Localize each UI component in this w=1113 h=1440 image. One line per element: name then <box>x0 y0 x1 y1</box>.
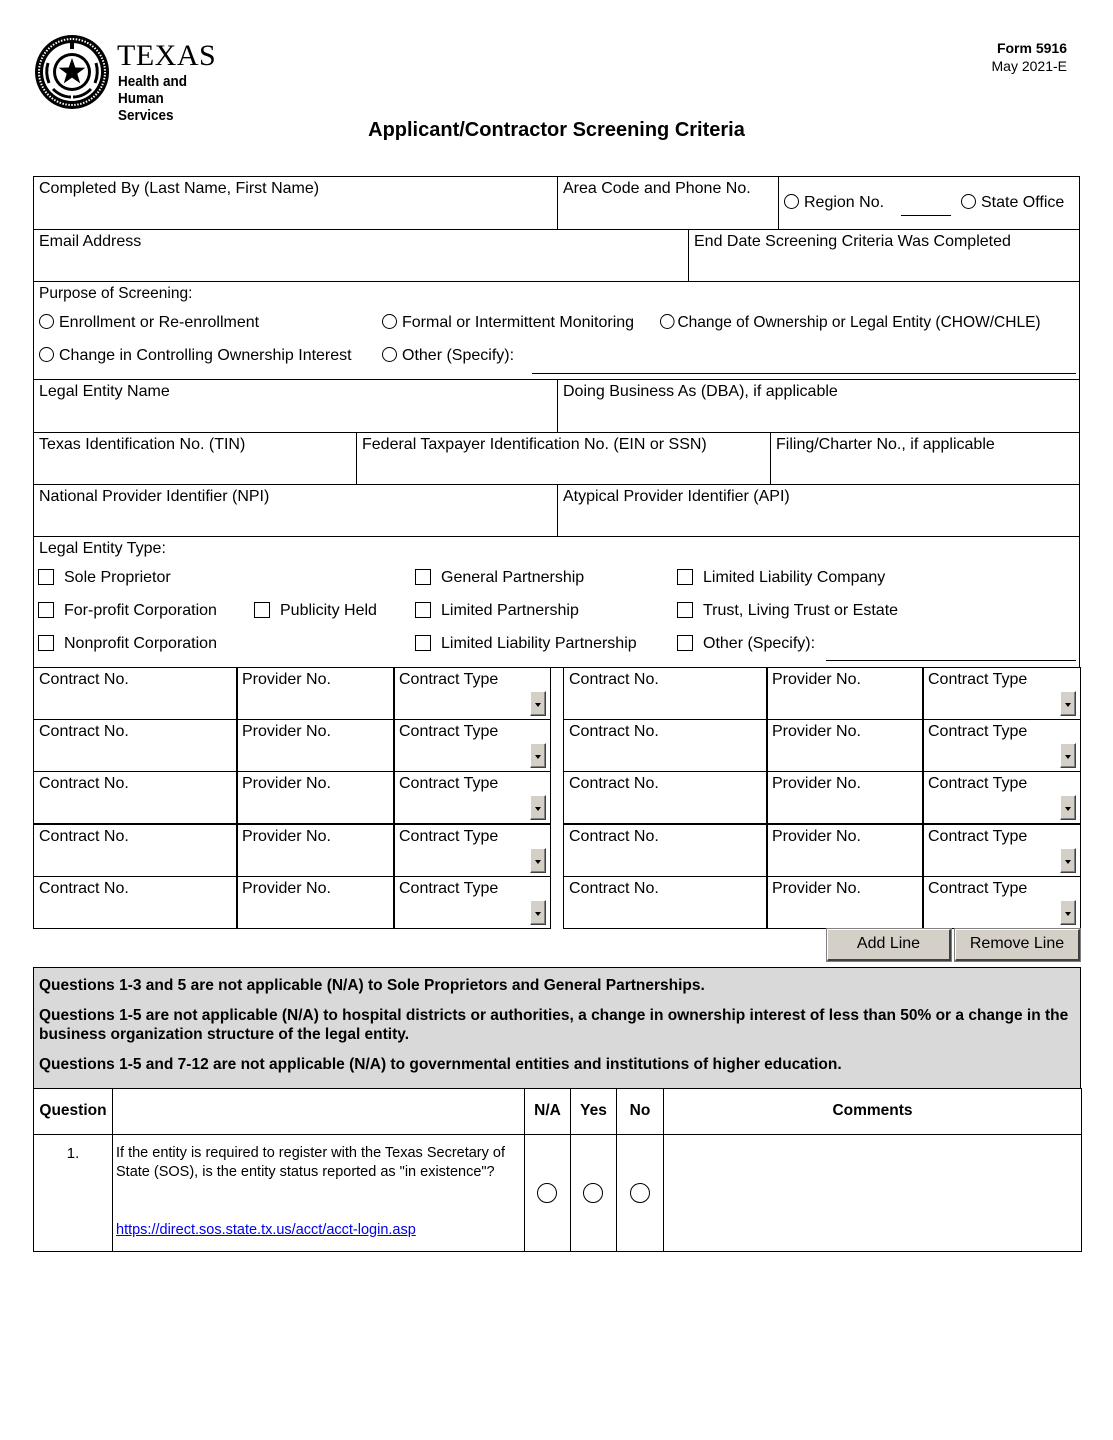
checkbox-icon[interactable] <box>254 602 270 618</box>
radio-icon[interactable] <box>39 347 54 362</box>
texas-seal-icon <box>33 33 111 111</box>
contract-type-dropdown-arrow-icon[interactable] <box>1060 743 1076 768</box>
purpose-section <box>33 281 1080 380</box>
contract-type-field[interactable] <box>393 667 551 720</box>
checkbox-icon[interactable] <box>415 602 431 618</box>
contract-no-field[interactable] <box>33 824 238 877</box>
notice-2: Questions 1-5 are not applicable (N/A) to hospital districts or authorities, a change in ownership interest of less than 50% or a change in the business organization structure of the legal entity. <box>39 1007 1069 1043</box>
form-identifier <box>992 39 1067 75</box>
region-radio[interactable] <box>784 194 799 209</box>
contract-type-dropdown-arrow-icon[interactable] <box>530 795 546 820</box>
completed-by-field[interactable] <box>33 176 558 230</box>
option-label: Publicity Held <box>280 602 377 619</box>
contract-type-dropdown-arrow-icon[interactable] <box>530 848 546 873</box>
contract-no-field[interactable] <box>33 719 238 772</box>
provider-no-label: Provider No. <box>242 775 331 792</box>
contract-no-label: Contract No. <box>569 775 659 792</box>
contract-no-field[interactable] <box>563 771 768 824</box>
option-label: Sole Proprietor <box>64 569 171 586</box>
header-label: Yes <box>580 1102 607 1119</box>
contract-type-label: Contract Type <box>399 775 499 792</box>
entity-type-other-input[interactable] <box>826 660 1076 661</box>
option-label: Trust, Living Trust or Estate <box>703 602 899 619</box>
provider-no-field[interactable] <box>236 667 395 720</box>
na-cell <box>524 1134 571 1252</box>
header-label: Question <box>39 1102 107 1119</box>
contract-type-field[interactable] <box>922 876 1081 929</box>
ein-field[interactable] <box>356 432 771 485</box>
option-label: Change in Controlling Ownership Interest <box>59 347 352 364</box>
logo-line-3: Services <box>118 107 174 124</box>
contract-no-label: Contract No. <box>39 723 129 740</box>
provider-no-field[interactable] <box>236 824 395 877</box>
option-label: Change of Ownership or Legal Entity (CHOW/CHLE) <box>677 314 1041 331</box>
q1-yes-radio[interactable] <box>583 1183 603 1203</box>
checkbox-icon[interactable] <box>38 602 54 618</box>
state-office-label: State Office <box>981 194 1065 211</box>
office-selector <box>778 176 1080 230</box>
contract-type-dropdown-arrow-icon[interactable] <box>1060 691 1076 716</box>
contract-no-field[interactable] <box>563 876 768 929</box>
entity-type-trust[interactable] <box>677 602 898 620</box>
contract-type-label: Contract Type <box>399 880 499 897</box>
entity-type-llc[interactable] <box>677 569 885 587</box>
entity-type-nonprofit[interactable] <box>38 635 217 653</box>
tin-field[interactable] <box>33 432 357 485</box>
legal-entity-name-field[interactable] <box>33 379 558 433</box>
option-label: Nonprofit Corporation <box>64 635 217 652</box>
contract-type-field[interactable] <box>922 719 1081 772</box>
contract-no-field[interactable] <box>33 876 238 929</box>
contract-no-field[interactable] <box>33 771 238 824</box>
no-column-header <box>616 1088 664 1135</box>
option-label: Limited Partnership <box>441 602 579 619</box>
contract-type-label: Contract Type <box>399 828 499 845</box>
purpose-option-monitoring[interactable] <box>382 314 634 332</box>
state-office-option[interactable] <box>961 194 1064 212</box>
region-label: Region No. <box>804 194 885 211</box>
yes-cell <box>570 1134 617 1252</box>
checkbox-icon[interactable] <box>677 602 693 618</box>
logo-line-2: Health and Human <box>118 73 188 107</box>
option-label: Enrollment or Re-enrollment <box>59 314 260 331</box>
contract-type-field[interactable] <box>393 719 551 772</box>
end-date-field[interactable] <box>688 229 1080 282</box>
form-number: Form 5916 <box>996 40 1067 56</box>
remove-line-button[interactable]: Remove Line <box>955 929 1080 961</box>
option-label: Other (Specify): <box>402 347 515 364</box>
dba-field[interactable] <box>557 379 1080 433</box>
radio-icon[interactable] <box>382 347 397 362</box>
provider-no-field[interactable] <box>766 876 924 929</box>
dba-label: Doing Business As (DBA), if applicable <box>563 383 838 400</box>
provider-no-field[interactable] <box>766 824 924 877</box>
radio-icon[interactable] <box>660 314 675 329</box>
na-column-header <box>524 1088 571 1135</box>
contract-no-field[interactable] <box>563 719 768 772</box>
provider-no-label: Provider No. <box>772 828 861 845</box>
entity-type-llp[interactable] <box>415 635 637 653</box>
contract-type-dropdown-arrow-icon[interactable] <box>530 900 546 925</box>
question-text-column-header <box>112 1088 525 1135</box>
state-office-radio[interactable] <box>961 194 976 209</box>
applicability-notice <box>33 967 1081 1089</box>
provider-no-label: Provider No. <box>772 723 861 740</box>
purpose-other-input[interactable] <box>532 373 1076 374</box>
completed-by-label: Completed By (Last Name, First Name) <box>39 180 320 197</box>
checkbox-icon[interactable] <box>415 569 431 585</box>
provider-no-label: Provider No. <box>242 828 331 845</box>
contract-type-label: Contract Type <box>928 880 1028 897</box>
legal-entity-name-label: Legal Entity Name <box>39 383 170 400</box>
question-text-cell <box>112 1134 525 1252</box>
contract-no-label: Contract No. <box>39 828 129 845</box>
entity-type-general-partnership[interactable] <box>415 569 584 587</box>
checkbox-icon[interactable] <box>677 635 693 651</box>
contract-no-label: Contract No. <box>39 671 129 688</box>
entity-type-publicly-held[interactable] <box>254 602 377 620</box>
contract-type-label: Contract Type <box>928 671 1028 688</box>
notice-3: Questions 1-5 and 7-12 are not applicable (N/A) to governmental entities and institutions of higher education. <box>39 1056 842 1073</box>
contract-type-dropdown-arrow-icon[interactable] <box>1060 848 1076 873</box>
contract-type-dropdown-arrow-icon[interactable] <box>1060 795 1076 820</box>
region-number-input[interactable] <box>901 215 951 216</box>
question-text: If the entity is required to register with the Texas Secretary of State (SOS), is the entity status reported as "in existence"? <box>116 1145 506 1180</box>
q1-na-radio[interactable] <box>537 1183 557 1203</box>
contract-no-label: Contract No. <box>39 880 129 897</box>
end-date-label: End Date Screening Criteria Was Completed <box>694 233 1011 250</box>
ein-label: Federal Taxpayer Identification No. (EIN or SSN) <box>362 436 707 453</box>
header-label: No <box>629 1102 651 1119</box>
provider-no-field[interactable] <box>766 771 924 824</box>
legal-entity-type-label: Legal Entity Type: <box>39 540 166 557</box>
entity-type-sole-proprietor[interactable] <box>38 569 171 587</box>
contract-type-label: Contract Type <box>399 671 499 688</box>
purpose-option-chow[interactable] <box>660 314 1041 332</box>
email-label: Email Address <box>39 233 142 250</box>
q1-no-radio[interactable] <box>630 1183 650 1203</box>
contract-type-field[interactable] <box>922 771 1081 824</box>
checkbox-icon[interactable] <box>415 635 431 651</box>
add-line-button[interactable]: Add Line <box>827 929 951 961</box>
contract-type-field[interactable] <box>393 876 551 929</box>
contract-no-field[interactable] <box>33 667 238 720</box>
contract-type-field[interactable] <box>393 824 551 877</box>
q1-comments-field[interactable] <box>663 1134 1082 1252</box>
page-title: Applicant/Contractor Screening Criteria <box>368 119 745 141</box>
option-label: Formal or Intermittent Monitoring <box>402 314 635 331</box>
contract-type-dropdown-arrow-icon[interactable] <box>530 691 546 716</box>
no-cell <box>616 1134 664 1252</box>
contract-type-field[interactable] <box>922 667 1081 720</box>
yes-column-header <box>570 1088 617 1135</box>
contract-no-field[interactable] <box>563 824 768 877</box>
option-label: Other (Specify): <box>703 635 816 652</box>
purpose-option-enrollment[interactable] <box>39 314 259 332</box>
radio-icon[interactable] <box>382 314 397 329</box>
option-label: Limited Liability Company <box>703 569 886 586</box>
question-number-cell <box>33 1134 113 1252</box>
phone-label: Area Code and Phone No. <box>563 180 751 197</box>
filing-charter-field[interactable] <box>770 432 1080 485</box>
option-label: General Partnership <box>441 569 585 586</box>
question-column-header <box>33 1088 113 1135</box>
npi-field[interactable] <box>33 484 558 537</box>
provider-no-field[interactable] <box>236 719 395 772</box>
checkbox-icon[interactable] <box>677 569 693 585</box>
contract-type-label: Contract Type <box>928 723 1028 740</box>
option-label: For-profit Corporation <box>64 602 217 619</box>
provider-no-field[interactable] <box>766 719 924 772</box>
provider-no-field[interactable] <box>766 667 924 720</box>
contract-type-dropdown-arrow-icon[interactable] <box>530 743 546 768</box>
contract-no-label: Contract No. <box>569 828 659 845</box>
hhs-logo <box>33 33 243 124</box>
contract-no-label: Contract No. <box>39 775 129 792</box>
logo-texas-text: TEXAS <box>117 39 217 72</box>
provider-no-field[interactable] <box>236 876 395 929</box>
contract-no-field[interactable] <box>563 667 768 720</box>
provider-no-label: Provider No. <box>772 880 861 897</box>
option-label: Limited Liability Partnership <box>441 635 637 652</box>
comments-column-header <box>663 1088 1082 1135</box>
purpose-option-other[interactable] <box>382 347 514 365</box>
provider-no-label: Provider No. <box>242 880 331 897</box>
purpose-label: Purpose of Screening: <box>39 285 193 302</box>
checkbox-icon[interactable] <box>38 569 54 585</box>
notice-1: Questions 1-3 and 5 are not applicable (N/A) to Sole Proprietors and General Partnerships. <box>39 977 705 994</box>
purpose-option-ownership-interest[interactable] <box>39 347 352 365</box>
legal-entity-type-section <box>33 536 1080 668</box>
contract-type-label: Contract Type <box>399 723 499 740</box>
contract-no-label: Contract No. <box>569 723 659 740</box>
provider-no-field[interactable] <box>236 771 395 824</box>
provider-no-label: Provider No. <box>242 671 331 688</box>
contract-no-label: Contract No. <box>569 671 659 688</box>
entity-type-for-profit[interactable] <box>38 602 217 620</box>
tin-label: Texas Identification No. (TIN) <box>39 436 246 453</box>
contract-type-label: Contract Type <box>928 775 1028 792</box>
logo-agency-text <box>118 73 231 124</box>
email-field[interactable] <box>33 229 689 282</box>
entity-type-other[interactable] <box>677 635 815 653</box>
contract-type-dropdown-arrow-icon[interactable] <box>1060 900 1076 925</box>
entity-type-limited-partnership[interactable] <box>415 602 579 620</box>
checkbox-icon[interactable] <box>38 635 54 651</box>
contract-type-label: Contract Type <box>928 828 1028 845</box>
contract-type-field[interactable] <box>922 824 1081 877</box>
filing-charter-label: Filing/Charter No., if applicable <box>776 436 995 453</box>
radio-icon[interactable] <box>39 314 54 329</box>
provider-no-label: Provider No. <box>772 671 861 688</box>
header-label: Comments <box>832 1102 913 1119</box>
form-date: May 2021-E <box>991 58 1067 74</box>
provider-no-label: Provider No. <box>242 723 331 740</box>
provider-no-label: Provider No. <box>772 775 861 792</box>
contract-no-label: Contract No. <box>569 880 659 897</box>
api-label: Atypical Provider Identifier (API) <box>563 488 790 505</box>
api-field[interactable] <box>557 484 1080 537</box>
contract-type-field[interactable] <box>393 771 551 824</box>
phone-field[interactable] <box>557 176 779 230</box>
header-label: N/A <box>534 1102 561 1119</box>
sos-link[interactable]: https://direct.sos.state.tx.us/acct/acct-login.asp <box>116 1222 416 1238</box>
question-number: 1. <box>66 1145 80 1162</box>
npi-label: National Provider Identifier (NPI) <box>39 488 270 505</box>
region-option[interactable] <box>784 194 884 212</box>
